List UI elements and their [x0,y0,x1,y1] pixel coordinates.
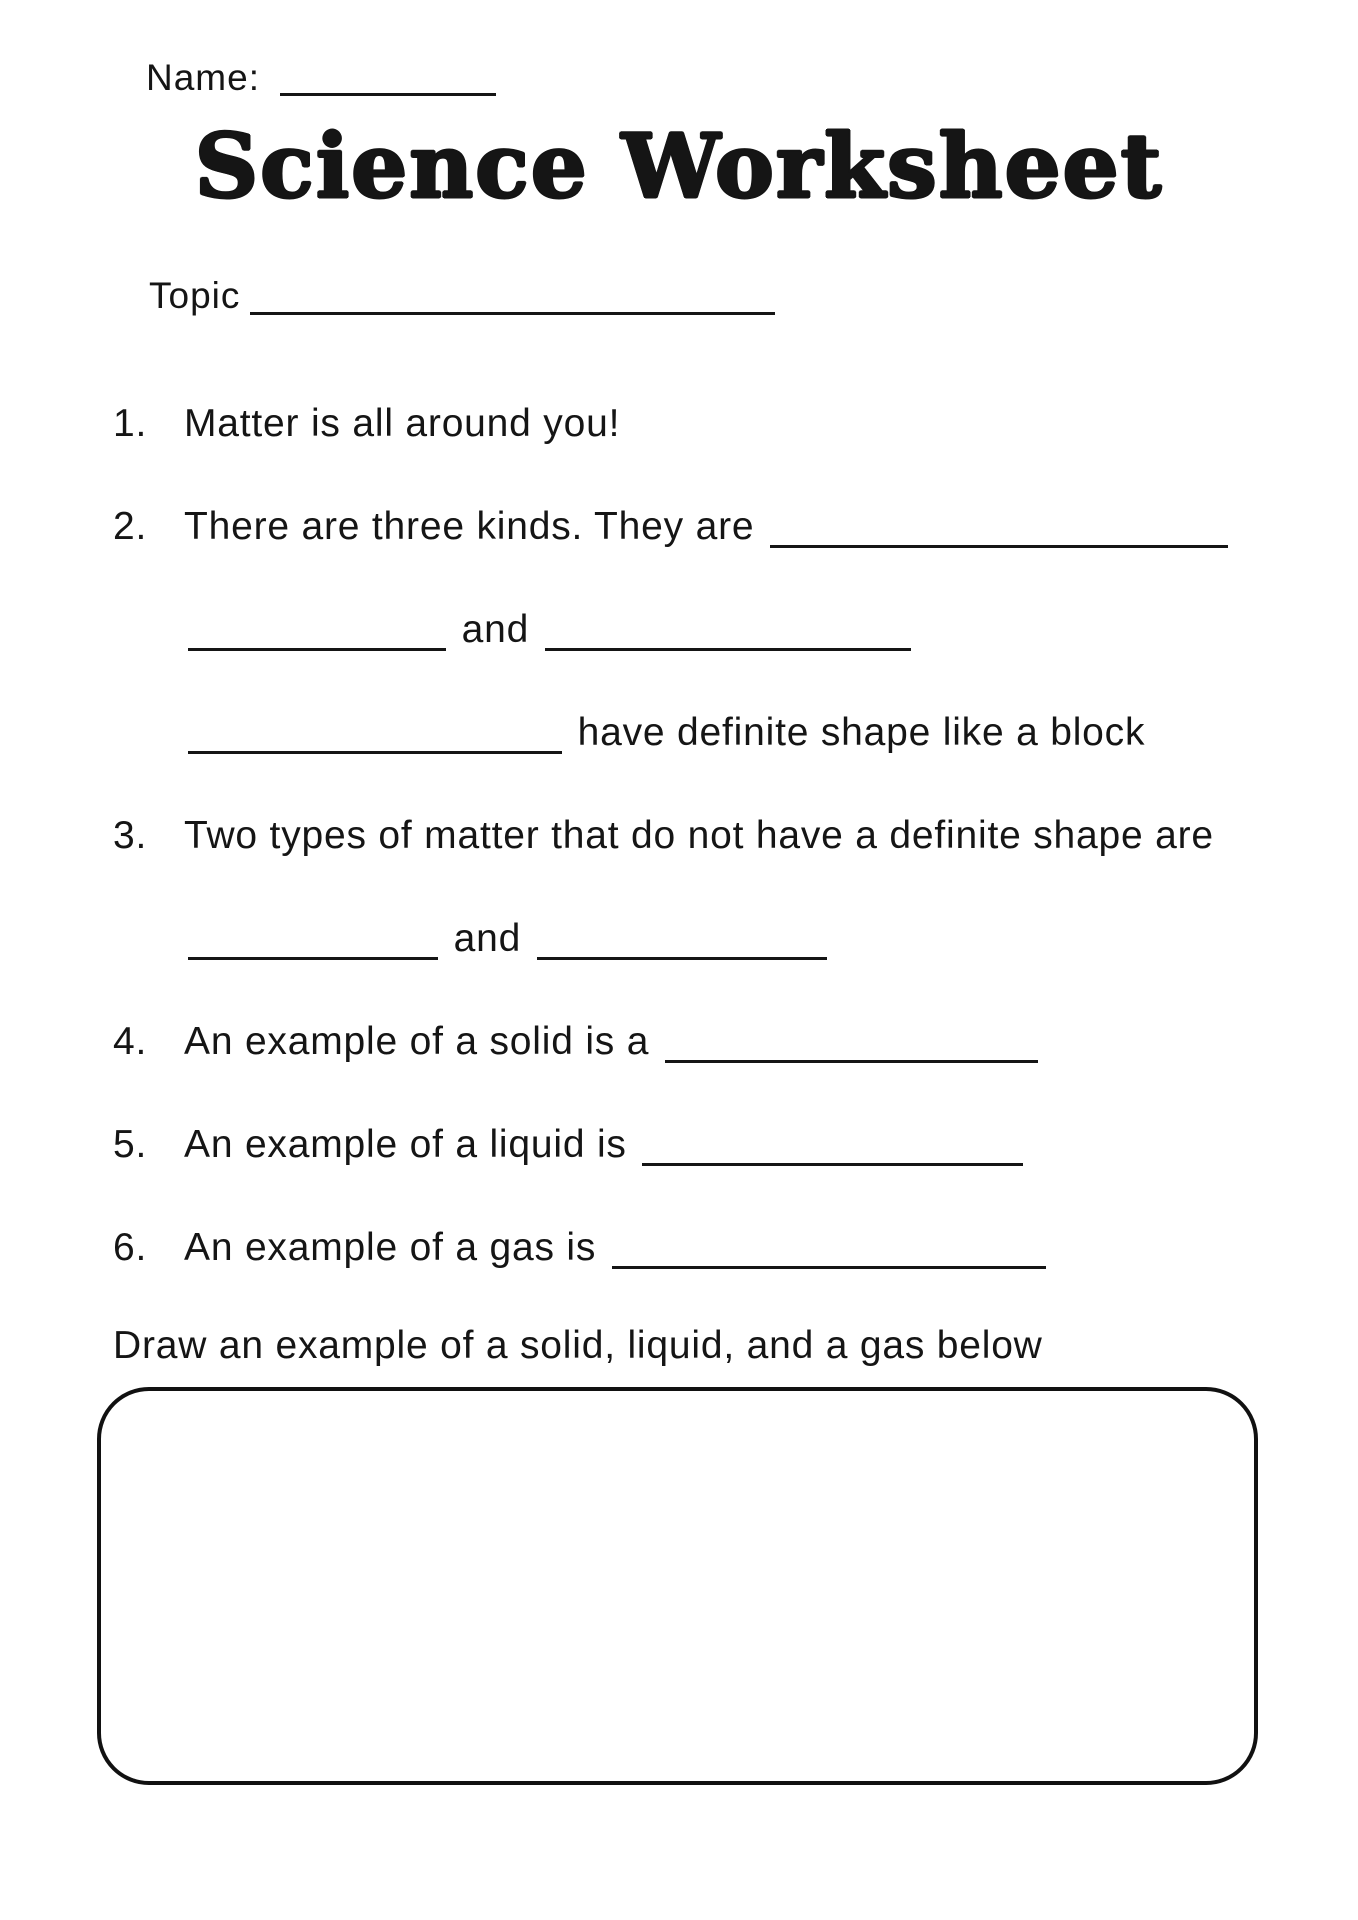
line-text: There are three kinds. They are [184,505,766,548]
topic-row [149,274,779,318]
line-text: have definite shape like a block [566,711,1146,754]
line-content [184,915,831,1018]
question-number: 5. [113,1123,148,1166]
worksheet-line [113,709,1232,812]
topic-label: Topic [149,275,241,316]
question-number [113,915,184,1018]
line-content [184,1018,1042,1121]
fill-in-blank-line [188,751,562,754]
worksheet-line [113,1121,1232,1224]
line-content [184,1224,1050,1327]
worksheet-line [113,812,1232,915]
worksheet-line [113,1018,1232,1121]
line-text: Matter is all around you! [184,402,621,445]
line-content [184,606,915,709]
line-text: An example of a solid is a [184,1020,661,1063]
line-text: An example of a gas is [184,1226,608,1269]
line-text: An example of a liquid is [184,1123,639,1166]
drawing-box [97,1387,1258,1785]
draw-instruction: Draw an example of a solid, liquid, and a gas below [113,1324,1043,1367]
name-row [146,56,500,100]
fill-in-blank-line [642,1163,1023,1166]
question-number [113,606,184,709]
question-number: 2. [113,505,148,548]
question-list [113,400,1232,1327]
name-label: Name: [146,57,260,98]
fill-in-blank-line [188,957,438,960]
line-text: Two types of matter that do not have a definite shape are [184,814,1214,857]
fill-in-blank-line [770,545,1228,548]
question-number: 6. [113,1226,148,1269]
worksheet-line [113,400,1232,503]
line-content [184,709,1145,812]
fill-in-blank-line [665,1060,1038,1063]
fill-in-blank-line [188,648,446,651]
line-text: and [442,917,533,960]
fill-in-blank-line [612,1266,1046,1269]
line-content [184,503,1232,606]
topic-blank-line [250,312,775,315]
line-content [184,812,1214,915]
worksheet-line [113,915,1232,1018]
line-content [184,1121,1027,1224]
question-number: 4. [113,1020,148,1063]
worksheet-line [113,503,1232,606]
worksheet-line [113,1224,1232,1327]
fill-in-blank-line [537,957,827,960]
line-text: and [450,608,541,651]
question-number: 1. [113,402,148,445]
question-number [113,709,184,812]
question-number: 3. [113,814,148,857]
fill-in-blank-line [545,648,911,651]
worksheet-line [113,606,1232,709]
page-title: Science Worksheet [194,114,1164,218]
name-blank-line [280,93,496,96]
line-content [184,400,620,503]
